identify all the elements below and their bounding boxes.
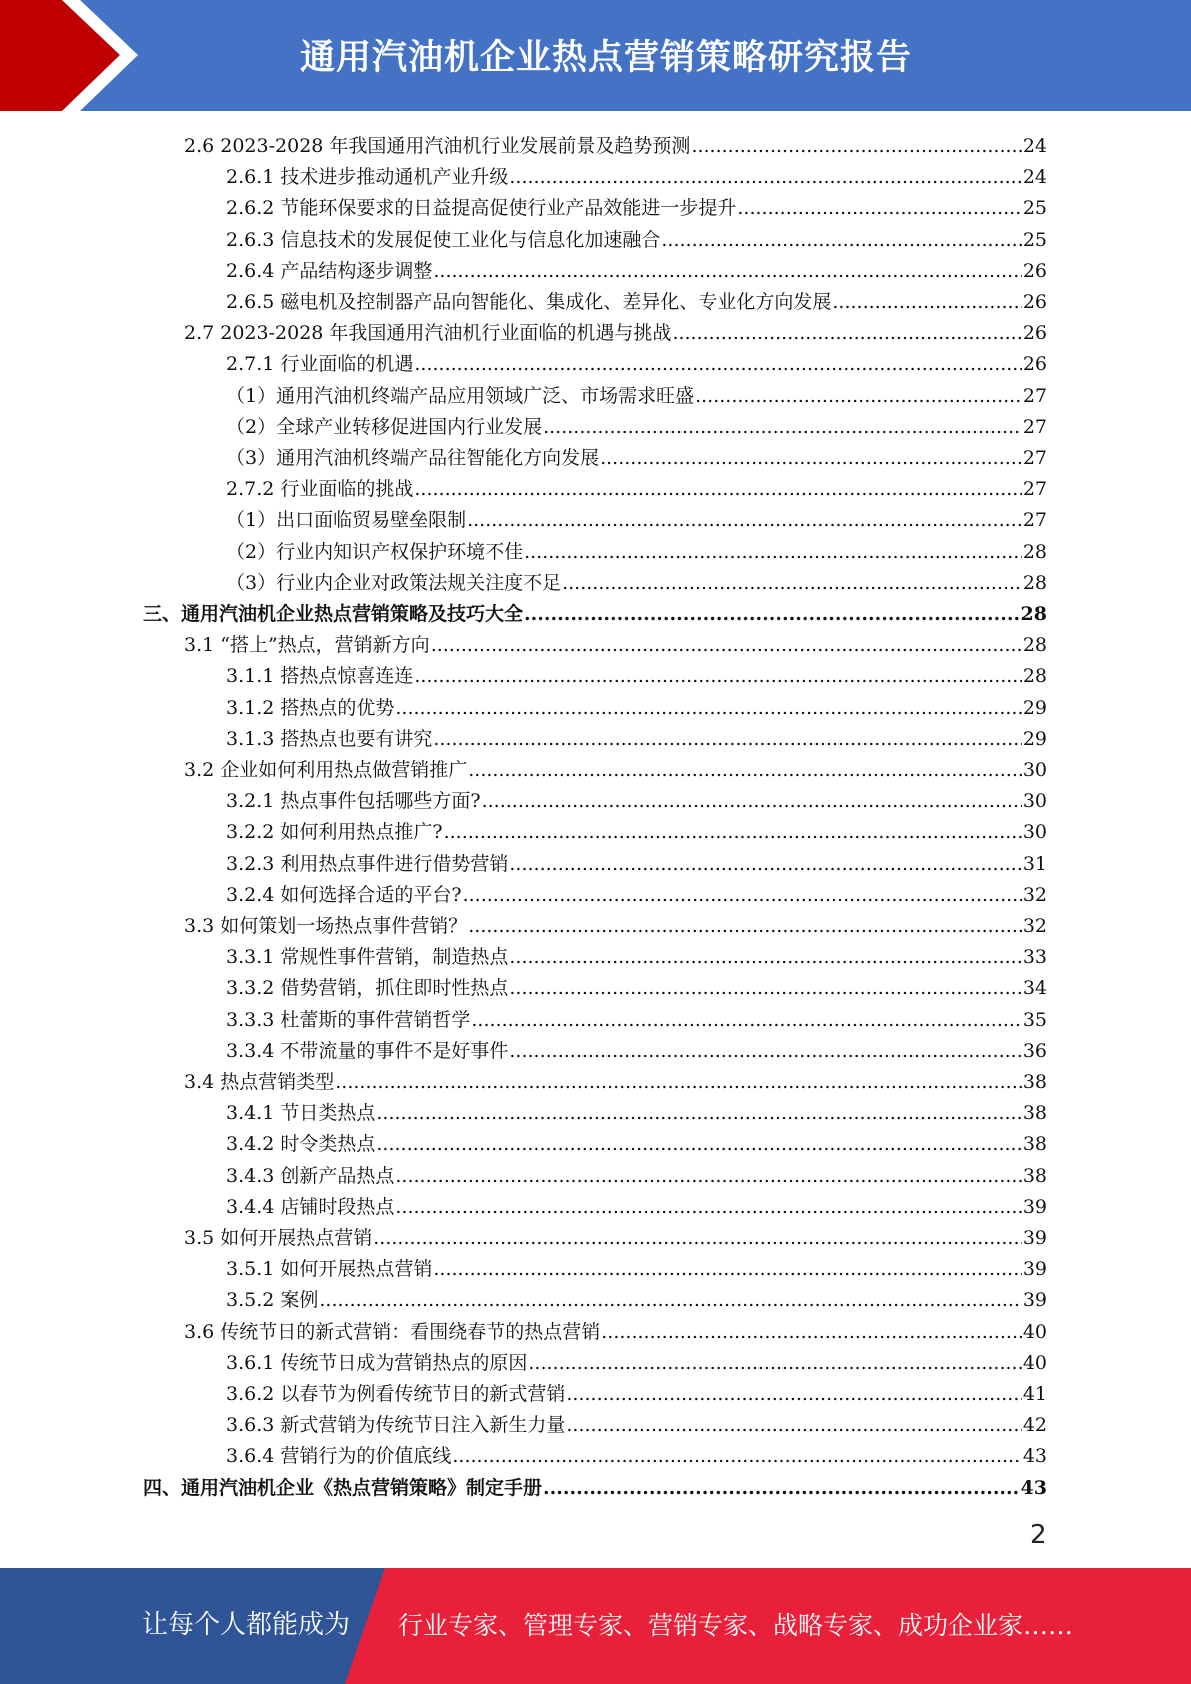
- toc-entry[interactable]: [226, 501, 1047, 532]
- toc-dot-leader: [661, 228, 1021, 252]
- toc-entry-page: 28: [1022, 634, 1047, 657]
- toc-entry-label: 3.2.2 如何利用热点推广?: [226, 821, 443, 844]
- toc-entry-label: 3.5.1 如何开展热点营销: [226, 1258, 433, 1281]
- toc-entry-page: 26: [1022, 322, 1047, 345]
- toc-entry[interactable]: [226, 1125, 1047, 1156]
- toc-dot-leader: [433, 727, 1021, 751]
- toc-entry-label: 2.7.1 行业面临的机遇: [226, 353, 414, 376]
- toc-entry-page: 26: [1022, 291, 1047, 313]
- toc-entry-page: 33: [1022, 946, 1047, 969]
- toc-entry-page: 43: [1022, 1445, 1047, 1468]
- toc-dot-leader: [335, 1070, 1022, 1094]
- toc-dot-leader: [524, 540, 1022, 564]
- toc-entry-label: 3.2.3 利用热点事件进行借势营销: [226, 852, 509, 875]
- toc-entry-label: 2.6 2023-2028 年我国通用汽油机行业发展前景及趋势预测: [184, 135, 691, 157]
- toc-entry-page: 28: [1022, 665, 1047, 688]
- toc-entry-label: 2.6.2 节能环保要求的日益提高促使行业产品效能进一步提升: [226, 197, 737, 220]
- toc-entry-page: 39: [1022, 1258, 1047, 1281]
- toc-entry-page: 28: [1020, 603, 1047, 625]
- toc-entry-label: （3）通用汽油机终端产品往智能化方向发展: [226, 447, 600, 469]
- toc-dot-leader: [566, 1382, 1021, 1406]
- toc-dot-leader: [691, 134, 1021, 158]
- toc-entry-label: 3.4.4 店铺时段热点: [226, 1195, 395, 1218]
- toc-entry-page: 39: [1022, 1195, 1047, 1218]
- toc-entry[interactable]: [226, 221, 1047, 252]
- report-title: 通用汽油机企业热点营销策略研究报告: [300, 38, 913, 78]
- toc-dot-leader: [737, 196, 1021, 220]
- toc-entry-page: 38: [1022, 1164, 1047, 1187]
- toc-dot-leader: [376, 1101, 1021, 1125]
- toc-entry[interactable]: [184, 1313, 1047, 1344]
- toc-entry[interactable]: [226, 845, 1047, 876]
- toc-entry[interactable]: [226, 969, 1047, 1000]
- toc-entry-label: 2.6.3 信息技术的发展促使工业化与信息化加速融合: [226, 228, 661, 251]
- toc-entry-label: 3.4.2 时令类热点: [226, 1133, 376, 1156]
- toc-entry-page: 41: [1022, 1383, 1047, 1405]
- toc-entry-label: 3.6.2 以春节为例看传统节日的新式营销: [226, 1383, 566, 1405]
- toc-entry-page: 43: [1020, 1476, 1047, 1499]
- toc-entry-page: 35: [1022, 1008, 1047, 1031]
- toc-entry[interactable]: [226, 408, 1047, 439]
- toc-entry[interactable]: [226, 689, 1047, 720]
- toc-entry[interactable]: [226, 283, 1047, 314]
- toc-entry-label: （3）行业内企业对政策法规关注度不足: [226, 571, 562, 594]
- toc-entry-page: 27: [1022, 415, 1047, 438]
- toc-dot-leader: [509, 1039, 1021, 1063]
- toc-dot-leader: [467, 508, 1022, 532]
- toc-entry-label: 3.3.2 借势营销，抓住即时性热点: [226, 977, 509, 1000]
- toc-entry-page: 30: [1022, 759, 1047, 781]
- toc-entry-page: 29: [1022, 727, 1047, 750]
- page-header: [0, 0, 1191, 111]
- toc-dot-leader: [376, 1132, 1021, 1156]
- toc-entry-label: 3.6.4 营销行为的价值底线: [226, 1445, 452, 1468]
- page-footer: [0, 1568, 1191, 1684]
- toc-dot-leader: [433, 259, 1021, 283]
- toc-dot-leader: [562, 571, 1022, 595]
- toc-dot-leader: [468, 758, 1022, 782]
- toc-entry[interactable]: [226, 782, 1047, 813]
- toc-entry-page: 24: [1022, 135, 1047, 157]
- toc-entry-page: 39: [1022, 1227, 1047, 1249]
- toc-entry-label: 2.6.4 产品结构逐步调整: [226, 259, 433, 282]
- toc-entry[interactable]: [226, 564, 1047, 595]
- toc-entry-label: 3.1.3 搭热点也要有讲究: [226, 727, 433, 750]
- toc-entry[interactable]: [143, 1469, 1047, 1500]
- toc-entry-label: 3.6 传统节日的新式营销：看围绕春节的热点营销: [184, 1320, 601, 1343]
- toc-dot-leader: [509, 165, 1021, 189]
- toc-entry-label: （1）出口面临贸易壁垒限制: [226, 509, 467, 532]
- toc-entry-label: 3.3 如何策划一场热点事件营销？: [184, 915, 468, 937]
- toc-dot-leader: [433, 1257, 1021, 1281]
- toc-entry[interactable]: [226, 1375, 1047, 1406]
- toc-entry-page: 24: [1022, 166, 1047, 189]
- toc-entry-page: 34: [1022, 977, 1047, 1000]
- toc-entry-page: 26: [1022, 259, 1047, 282]
- toc-dot-leader: [832, 290, 1021, 314]
- toc-entry[interactable]: [226, 657, 1047, 688]
- toc-dot-leader: [468, 914, 1022, 938]
- toc-entry[interactable]: [226, 1188, 1047, 1219]
- toc-dot-leader: [431, 633, 1022, 657]
- toc-entry-label: 3.6.1 传统节日成为营销热点的原因: [226, 1351, 528, 1374]
- toc-entry[interactable]: [226, 720, 1047, 751]
- toc-entry-page: 38: [1022, 1102, 1047, 1125]
- toc-dot-leader: [463, 883, 1022, 907]
- toc-dot-leader: [543, 1476, 1020, 1500]
- toc-entry-page: 27: [1022, 447, 1047, 469]
- toc-dot-leader: [482, 789, 1022, 813]
- toc-entry-label: 2.6.1 技术进步推动通机产业升级: [226, 166, 509, 189]
- toc-dot-leader: [509, 852, 1021, 876]
- toc-entry-page: 38: [1022, 1133, 1047, 1156]
- toc-dot-leader: [524, 602, 1020, 626]
- toc-entry[interactable]: [226, 1437, 1047, 1468]
- toc-dot-leader: [601, 1320, 1022, 1344]
- toc-entry-label: 3.5.2 案例: [226, 1289, 319, 1312]
- toc-entry[interactable]: [226, 439, 1047, 470]
- toc-dot-leader: [695, 384, 1022, 408]
- toc-entry[interactable]: [226, 1406, 1047, 1437]
- toc-entry-label: 3.3.3 杜蕾斯的事件营销哲学: [226, 1008, 471, 1031]
- toc-entry-label: 3.4.3 创新产品热点: [226, 1164, 395, 1187]
- toc-entry-label: 3.1.2 搭热点的优势: [226, 696, 395, 719]
- toc-entry-label: （2）行业内知识产权保护环境不佳: [226, 540, 524, 563]
- toc-entry[interactable]: [226, 938, 1047, 969]
- toc-dot-leader: [528, 1351, 1021, 1375]
- toc-entry-page: 25: [1022, 228, 1047, 251]
- toc-entry-page: 26: [1022, 353, 1047, 376]
- toc-entry[interactable]: [184, 1063, 1047, 1094]
- toc-dot-leader: [452, 1444, 1021, 1468]
- toc-entry-page: 39: [1022, 1289, 1047, 1312]
- toc-entry-page: 28: [1022, 571, 1047, 594]
- toc-entry-page: 36: [1022, 1039, 1047, 1062]
- toc-entry-label: 3.3.1 常规性事件营销，制造热点: [226, 946, 509, 969]
- toc-entry[interactable]: [226, 470, 1047, 501]
- toc-entry-label: 3.5 如何开展热点营销: [184, 1227, 373, 1249]
- toc-entry[interactable]: [226, 345, 1047, 376]
- toc-entry-label: 3.1.1 搭热点惊喜连连: [226, 665, 414, 688]
- toc-entry-page: 38: [1022, 1071, 1047, 1093]
- toc-entry[interactable]: [226, 1281, 1047, 1312]
- toc-entry[interactable]: [226, 1344, 1047, 1375]
- toc-entry-label: 3.2.1 热点事件包括哪些方面?: [226, 790, 481, 813]
- red-chevron-icon: [0, 0, 160, 111]
- toc-entry-label: 3.3.4 不带流量的事件不是好事件: [226, 1039, 509, 1062]
- toc-entry-page: 40: [1022, 1351, 1047, 1374]
- toc-dot-leader: [319, 1288, 1021, 1312]
- toc-entry[interactable]: [184, 1219, 1047, 1250]
- toc-dot-leader: [414, 477, 1021, 501]
- toc-dot-leader: [395, 1195, 1021, 1219]
- toc-entry-page: 32: [1022, 883, 1047, 906]
- toc-dot-leader: [414, 664, 1021, 688]
- toc-entry-page: 40: [1022, 1320, 1047, 1343]
- toc-entry[interactable]: [226, 1032, 1047, 1063]
- toc-entry[interactable]: [226, 1094, 1047, 1125]
- toc-entry-label: 3.4 热点营销类型: [184, 1071, 335, 1093]
- toc-entry[interactable]: [184, 127, 1047, 158]
- toc-entry-label: 3.4.1 节日类热点: [226, 1102, 376, 1125]
- toc-entry-page: 31: [1022, 852, 1047, 875]
- toc-entry-label: 3.6.3 新式营销为传统节日注入新生力量: [226, 1414, 566, 1437]
- page-number: 2: [1030, 1520, 1047, 1550]
- toc-entry[interactable]: [226, 158, 1047, 189]
- toc-entry[interactable]: [226, 1250, 1047, 1281]
- toc-entry[interactable]: [226, 377, 1047, 408]
- toc-entry-label: （2）全球产业转移促进国内行业发展: [226, 415, 543, 438]
- toc-entry-page: 27: [1022, 384, 1047, 407]
- toc-entry[interactable]: [226, 876, 1047, 907]
- toc-entry-page: 32: [1022, 915, 1047, 937]
- toc-entry[interactable]: [226, 1001, 1047, 1032]
- toc-entry[interactable]: [226, 813, 1047, 844]
- toc-entry[interactable]: [184, 626, 1047, 657]
- toc-dot-leader: [395, 1164, 1021, 1188]
- toc-entry-label: 3.2 企业如何利用热点做营销推广: [184, 759, 468, 781]
- toc-entry-label: 2.7.2 行业面临的挑战: [226, 478, 414, 501]
- toc-entry-label: 3.2.4 如何选择合适的平台?: [226, 883, 462, 906]
- toc-entry[interactable]: [226, 189, 1047, 220]
- footer-slogan-right: 行业专家、管理专家、营销专家、战略专家、成功企业家……: [398, 1611, 1074, 1640]
- toc-dot-leader: [414, 352, 1021, 376]
- toc-entry-page: 30: [1022, 821, 1047, 844]
- toc-entry[interactable]: [184, 907, 1047, 938]
- toc-entry-label: （1）通用汽油机终端产品应用领域广泛、市场需求旺盛: [226, 384, 695, 407]
- toc-dot-leader: [395, 696, 1021, 720]
- toc-entry-page: 27: [1022, 478, 1047, 501]
- toc-entry-page: 27: [1022, 509, 1047, 532]
- toc-entry[interactable]: [184, 314, 1047, 345]
- toc-entry-label: 三、通用汽油机企业热点营销策略及技巧大全: [143, 603, 524, 625]
- toc-entry[interactable]: [184, 751, 1047, 782]
- toc-entry[interactable]: [226, 533, 1047, 564]
- toc-entry-label: 2.6.5 磁电机及控制器产品向智能化、集成化、差异化、专业化方向发展: [226, 291, 832, 313]
- toc-dot-leader: [471, 1008, 1021, 1032]
- toc-dot-leader: [444, 820, 1022, 844]
- toc-dot-leader: [509, 945, 1021, 969]
- toc-entry-page: 42: [1022, 1414, 1047, 1437]
- footer-slogan-left: 让每个人都能成为: [142, 1610, 351, 1640]
- toc-dot-leader: [373, 1226, 1022, 1250]
- toc-entry[interactable]: [143, 595, 1047, 626]
- toc-entry-label: 3.1 “搭上”热点，营销新方向: [184, 634, 430, 657]
- toc-dot-leader: [600, 446, 1022, 470]
- toc-dot-leader: [566, 1413, 1021, 1437]
- toc-entry-label: 四、通用汽油机企业《热点营销策略》制定手册: [143, 1476, 543, 1499]
- toc-dot-leader: [672, 321, 1021, 345]
- toc-entry[interactable]: [226, 252, 1047, 283]
- toc-entry-label: 2.7 2023-2028 年我国通用汽油机行业面临的机遇与挑战: [184, 322, 672, 345]
- toc-dot-leader: [543, 415, 1022, 439]
- toc-entry-page: 29: [1022, 696, 1047, 719]
- toc-entry-page: 30: [1022, 790, 1047, 813]
- toc-entry-page: 25: [1022, 197, 1047, 220]
- toc-entry[interactable]: [226, 1157, 1047, 1188]
- toc-entry-page: 28: [1022, 540, 1047, 563]
- toc-dot-leader: [509, 976, 1021, 1000]
